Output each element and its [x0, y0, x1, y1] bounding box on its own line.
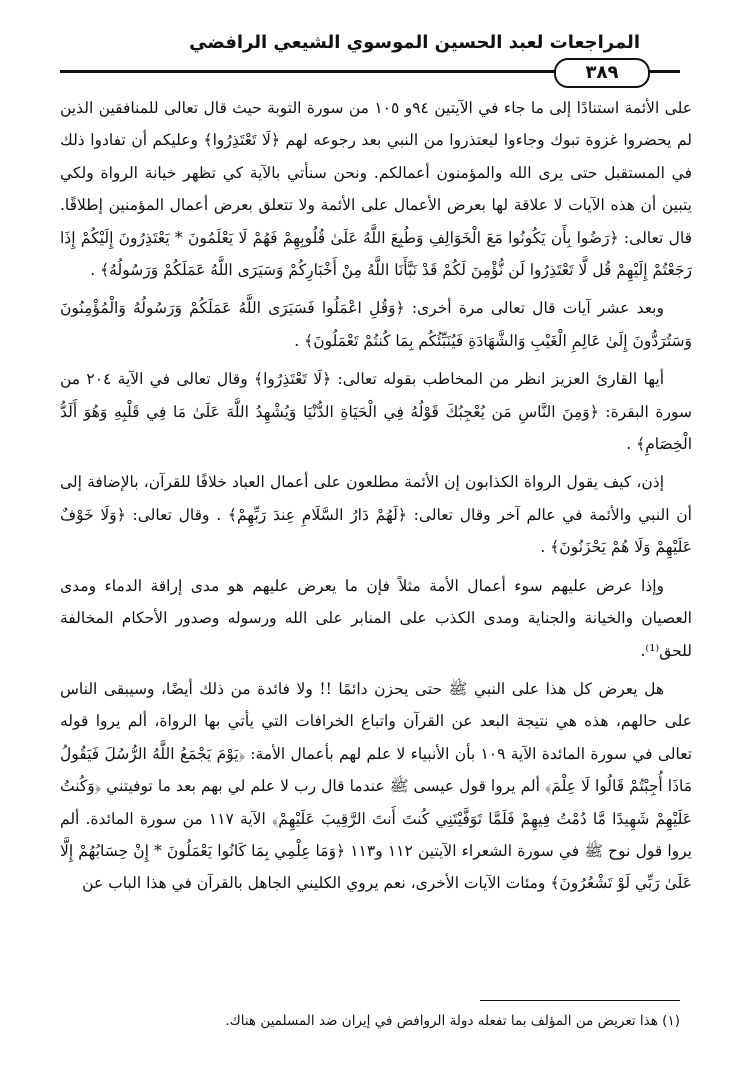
paragraph-4: إذن، كيف يقول الرواة الكذابون إن الأئمة مطلعون على أعمال العباد خلافًا للقرآن، بالإضافة إلى أن النبي والأئمة في عالم آخر وقال تعالى: ﴿لَهُمْ دَارُ السَّلَامِ عِندَ رَبِّهِمْ﴾ . وقال تعالى: ﴿وَلَا خَوْفٌ عَلَيْهِمْ وَلَا هُمْ يَحْزَنُونَ﴾ .: [60, 473, 692, 557]
footnote: (١) هذا تعريض من المؤلف بما تفعله دولة الروافض في إيران ضد المسلمين هناك.: [225, 1013, 680, 1029]
paragraph-1: على الأئمة استنادًا إلى ما جاء في الآيتين ٩٤و ١٠٥ من سورة التوبة حيث قال تعالى للمنافقين الذين لم يحضروا غزوة تبوك وجاءوا ليعتذروا من النبي بعد رجوعه لهم ﴿لَا تَعْتَذِرُوا﴾ وعليكم أن تفادوا ذلك في المستقبل حتى يرى الله والمؤمنون أعمالكم. ونحن سنأتي بالآية كي تظهر خيانة الرواة ولكي يتبين أن هذه الآيات لا علاقة لها بعرض الأعمال على الأئمة ولا تتعلق بعرض أعمال المؤمنين إطلاقًا. قال تعالى: ﴿رَضُوا بِأَن يَكُونُوا مَعَ الْخَوَالِفِ وَطُبِعَ اللَّهُ عَلَىٰ قُلُوبِهِمْ فَهُمْ لَا يَعْلَمُونَ * يَعْتَذِرُونَ إِلَيْكُمْ إِذَا رَجَعْتُمْ إِلَيْهِمْ قُل لَّا تَعْتَذِرُوا لَن نُّؤْمِنَ لَكُمْ قَدْ نَبَّأَنَا اللَّهُ مِنْ أَخْبَارِكُمْ وَسَيَرَى اللَّهُ عَمَلَكُمْ وَرَسُولُهُ﴾ .: [60, 99, 692, 280]
paragraph-6: هل يعرض كل هذا على النبي ﷺ حتى يحزن دائمًا !! ولا فائدة من ذلك أيضًا، وسيبقى الناس على حالهم، هذه هي نتيجة البعد عن القرآن واتباع الخرافات التي يأتي بها الرواة، ألم يروا قوله تعالى في سورة المائدة الآية ١٠٩ بأن الأنبياء لا علم لهم بأعمال الأمة: ﴿يَوْمَ يَجْمَعُ اللَّهُ الرُّسُلَ فَيَقُولُ مَاذَا أُجِبْتُمْ قَالُوا لَا عِلْمَ﴾ ألم يروا قول عيسى ﷺ عندما قال رب لا علم لي بهم بعد ما توفيتني ﴿وَكُنتُ عَلَيْهِمْ شَهِيدًا مَّا دُمْتُ فِيهِمْ فَلَمَّا تَوَفَّيْتَنِي كُنتَ أَنتَ الرَّقِيبَ عَلَيْهِمْ﴾ الآية ١١٧ من سورة المائدة. ألم يروا قول نوح ﷺ في سورة الشعراء الآيتين ١١٢ و١١٣ ﴿وَمَا عِلْمِي بِمَا كَانُوا يَعْمَلُونَ * إِنْ حِسَابُهُمْ إِلَّا عَلَىٰ رَبِّي لَوْ تَشْعُرُونَ﴾ ومئات الآيات الأخرى، نعم يروي الكليني الجاهل بالقرآن في هذا الباب عن: [60, 679, 692, 893]
paragraph-5: وإذا عرض عليهم سوء أعمال الأمة مثلاً فإن ما يعرض عليهم هو مدى إراقة الدماء ومدى العصيان والخيانة والجناية ومدى الكذب على المنابر على الله ورسوله وصدور الأحكام المخالفة للحق⁽¹⁾.: [60, 576, 692, 660]
running-header-title: المراجعات لعبد الحسين الموسوي الشيعي الرافضي: [189, 32, 640, 53]
paragraph-2: وبعد عشر آيات قال تعالى مرة أخرى: ﴿وَقُلِ اعْمَلُوا فَسَيَرَى اللَّهُ عَمَلَكُمْ وَرَسُولُهُ وَالْمُؤْمِنُونَ وَسَتُرَدُّونَ إِلَىٰ عَالِمِ الْغَيْبِ وَالشَّهَادَةِ فَيُنَبِّئُكُم بِمَا كُنتُمْ تَعْمَلُونَ﴾ .: [60, 299, 692, 350]
page-number: ٣٨٩: [554, 58, 650, 88]
body-text: [60, 92, 692, 987]
footnote-rule: [480, 1000, 680, 1001]
paragraph-3: أيها القارئ العزيز انظر من المخاطب بقوله تعالى: ﴿لَا تَعْتَذِرُوا﴾ وقال تعالى في الآية ٢٠٤ من سورة البقرة: ﴿وَمِنَ النَّاسِ مَن يُعْجِبُكَ قَوْلُهُ فِي الْحَيَاةِ الدُّنْيَا وَيُشْهِدُ اللَّهَ عَلَىٰ مَا فِي قَلْبِهِ وَهُوَ أَلَدُّ الْخِصَامِ﴾ .: [60, 370, 692, 454]
